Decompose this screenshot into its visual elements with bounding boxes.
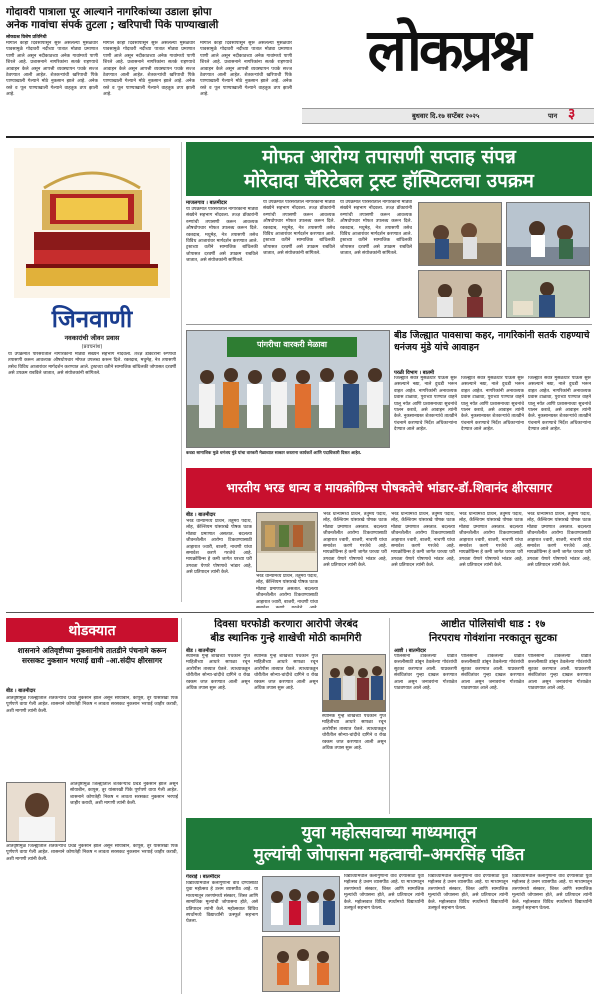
story1-col-2: या उपक्रमात परिसरातील नागरिकांनी मोठ्या संख्येने सहभाग नोंदवला. तज्ज्ञ डॉक्टरांनी रुग्णांची तपासणी करून आवश्यक औषधोपचार मोफत उपलब्ध करून दिले. रक्तदाब, मधुमेह, नेत्र तपासणी तसेच विविध आजारांवर मार्गदर्शन करण्यात आले. ट्रस्टच्या वतीने सामाजिक बांधिलकी जोपासत दरवर्षी असे उपक्रम राबविले जातात, असे संयोजकांनी सांगितले.: [263, 200, 335, 257]
story5-col-2: पोलिसांनी टाकलेल्या धाडीत कत्तलीसाठी डांबून ठेवलेल्या गोवंशांची सुटका करण्यात आली. याप्रकरणी संबंधितांवर गुन्हा दाखल करण्यात आला असून जनावरांना गोशाळेत पाठवण्यात आले आहे.: [461, 654, 524, 692]
story4-photo: [322, 654, 386, 712]
story4-rule: [389, 618, 390, 814]
story5: [394, 618, 592, 814]
story3-col-2: भरड धान्यांमध्ये प्रथिने, तंतुमय पदार्थ, लोह, कॅल्शियम यांसारखे पोषक घटक मोठ्या प्रमाणात असतात. बदलत्या जीवनशैलीत आरोग्य टिकवण्यासाठी आहारात ज्वारी, बाजरी, नाचणी यांचा: [256, 574, 318, 605]
jinvani-title: जिनवाणी: [51, 305, 133, 333]
story1-banner-line2: मोरेदादा चॅरिटेबल ट्रस्ट हॉस्पिटलचा उपक्रम: [244, 170, 534, 192]
story4-headline-1: दिवसा घरफोडी करणारा आरोपी जेरबंद: [214, 619, 358, 630]
jinvani-subtitle: नवकारांची जीवन प्रवास: [64, 334, 120, 342]
story3-body: [186, 512, 592, 608]
thodkyat-body-1: अतिवृष्टीमुळे जिल्ह्यातील शेतकऱ्यांचे प्रचंड नुकसान झाले असून सोयाबीन, कापूस, तूर यांसारखी पिके पूर्णपणे वाया गेली आहेत. शासनाने कोणतेही निकष न लावता सरसकट नुकसान भरपाई जाहीर करावी, अशी मागणी त्यांनी केली.: [6, 696, 178, 714]
jinvani-tag: (प्रवचनांश): [81, 344, 103, 350]
top-story-headline-2: अनेक गावांचा संपर्क तुटला ; खरिपाची पिके पाण्याखाली: [6, 19, 219, 31]
story1-banner-line1: मोफत आरोग्य तपासणी सप्ताह संपन्न: [262, 146, 516, 168]
story4-col-3: स्थानिक गुन्हे शाखेच्या पथकाने गुप्त माहितीच्या आधारे सापळा रचून आरोपीस ताब्यात घेतले. त्याच्याकडून चोरीतील सोन्या-चांदीचे दागिने व रोख रक्कम जप्त करण्यात आली असून अधिक तपास सुरू आहे.: [322, 714, 386, 752]
story6-col-1: विद्यार्थ्यांमधील कलागुणांना वाव देण्यासाठी युवा महोत्सव हे उत्तम व्यासपीठ आहे. या माध्यमातून तरुणांमध्ये संस्कार, शिस्त आणि सामाजिक मूल्यांची जोपासना होते, असे प्रतिपादन त्यांनी केले. महोत्सवात विविध स्पर्धांमध्ये विद्यार्थ्यांनी उत्स्फूर्त सहभाग घेतला.: [186, 881, 258, 925]
jinvani-rule: [181, 142, 182, 602]
story3-photo: [256, 512, 318, 572]
story6-banner: [186, 818, 592, 870]
story6-banner-line2: मुल्यांची जोपासना महत्वाची–अमरसिंह पंडित: [253, 845, 525, 865]
story3-banner: [186, 468, 592, 508]
masthead-date: बुधवार दि.१७ सप्टेंबर २०२५: [412, 112, 480, 120]
thodkyat-body-2: अतिवृष्टीमुळे जिल्ह्यातील शेतकऱ्यांचे प्रचंड नुकसान झाले असून सोयाबीन, कापूस, तूर यांसारखी पिके पूर्णपणे वाया गेली आहेत. शासनाने कोणतेही निकष न लावता सरसकट नुकसान भरपाई जाहीर करावी, अशी मागणी त्यांनी केली.: [70, 782, 178, 807]
story4-col-2: स्थानिक गुन्हे शाखेच्या पथकाने गुप्त माहितीच्या आधारे सापळा रचून आरोपीस ताब्यात घेतले. त्याच्याकडून चोरीतील सोन्या-चांदीचे दागिने व रोख रक्कम जप्त करण्यात आली असून अधिक तपास सुरू आहे.: [254, 654, 318, 692]
story5-headline-2: निरपराध गोवंशांना नरकातून सुटका: [428, 633, 558, 644]
story6-body: [186, 874, 592, 994]
story2-text: [394, 330, 592, 464]
story3-col-1: भरड धान्यांमध्ये प्रथिने, तंतुमय पदार्थ, लोह, कॅल्शियम यांसारखे पोषक घटक मोठ्या प्रमाणात असतात. बदलत्या जीवनशैलीत आरोग्य टिकवण्यासाठी आहारात ज्वारी, बाजरी, नाचणी यांचा समावेश करणे गरजेचे आहे. मायक्रोग्रिन्स हे कमी जागेत घरच्या घरी उगवता येणारे पोषणाचे भांडार आहे, असे प्रतिपादन त्यांनी केले.: [186, 519, 252, 576]
story2-photo-caption: कवडा सामाजिक मुळे धनंजय मुंडे यांचा वारकरी मेळाव्यात सत्कार करताना कार्यकर्ते आणि पदाधिकारी दिसत आहेत.: [186, 450, 362, 455]
story2-byline: परळी विभाग । बातमी: [394, 370, 435, 376]
thodkyat-story: [6, 646, 178, 994]
jinvani-book-image: [14, 148, 170, 298]
top-story-col-3: मागील काही दिवसांपासून सुरू असलेल्या मुसळधार पावसामुळे गोदावरी नदीच्या पात्रात मोठ्या प्रमाणात पाणी आले असून नदीकाठच्या अनेक गावांमध्ये पाणी शिरले आहे. प्रशासनाने नागरिकांना सतर्क राहण्याचे आवाहन केले असून आपत्ती व्यवस्थापन पथके सज्ज ठेवण्यात आली आहेत. शेतकऱ्यांची खरिपाची पिके पाण्याखाली गेल्याने मोठे नुकसान झाले आहे. अनेक रस्ते व पूल पाण्याखाली गेल्याने वाहतूक ठप्प झाली आहे.: [200, 41, 292, 98]
thodkyat-title: थोडक्यात: [68, 622, 116, 639]
story1-byline: माजलगाव । बातमीदार: [186, 200, 227, 206]
story1-photo-2: [506, 202, 590, 266]
jinvani-body: या उपक्रमात परिसरातील नागरिकांनी मोठ्या संख्येने सहभाग नोंदवला. तज्ज्ञ डॉक्टरांनी रुग्णांची तपासणी करून आवश्यक औषधोपचार मोफत उपलब्ध करून दिले. रक्तदाब, मधुमेह, नेत्र तपासणी तसेच विविध आजारांवर मार्गदर्शन करण्यात आले. ट्रस्टच्या वतीने सामाजिक बांधिलकी जोपासत दरवर्षी असे उपक्रम राबविले जातात, असे संयोजकांनी सांगितले.: [8, 352, 176, 377]
mid-divider: [6, 612, 594, 613]
masthead: [302, 0, 594, 134]
thodkyat-byline: बीड । बातमीदार: [6, 688, 36, 694]
story3-col-3: भरड धान्यांमध्ये प्रथिने, तंतुमय पदार्थ, लोह, कॅल्शियम यांसारखे पोषक घटक मोठ्या प्रमाणात असतात. बदलत्या जीवनशैलीत आरोग्य टिकवण्यासाठी आहारात ज्वारी, बाजरी, नाचणी यांचा समावेश करणे गरजेचे आहे. मायक्रोग्रिन्स हे कमी जागेत घरच्या घरी उगवता येणारे पोषणाचे भांडार आहे, असे प्रतिपादन त्यांनी केले.: [323, 512, 387, 569]
top-story-headline-1: गोदावरी पात्राला पूर आल्याने नागरिकांच्या उडाला झोपा: [6, 6, 212, 18]
top-story: [6, 6, 296, 134]
story1-col-3: या उपक्रमात परिसरातील नागरिकांनी मोठ्या संख्येने सहभाग नोंदवला. तज्ज्ञ डॉक्टरांनी रुग्णांची तपासणी करून आवश्यक औषधोपचार मोफत उपलब्ध करून दिले. रक्तदाब, मधुमेह, नेत्र तपासणी तसेच विविध आजारांवर मार्गदर्शन करण्यात आले. ट्रस्टच्या वतीने सामाजिक बांधिलकी जोपासत दरवर्षी असे उपक्रम राबविले जातात, असे संयोजकांनी सांगितले.: [340, 200, 412, 257]
jinvani-section: [6, 142, 178, 602]
story6-byline: गेवराई । बातमीदार: [186, 874, 221, 880]
story5-byline: आष्टी । बातमीदार: [394, 648, 426, 654]
story2-photo: [186, 330, 390, 448]
story1-photo-1: [418, 202, 502, 266]
story3-byline: बीड । बातमीदार: [186, 512, 216, 518]
top-divider: [6, 136, 594, 138]
masthead-page-label: पान: [548, 112, 558, 120]
story6-photo-2: [262, 936, 340, 992]
masthead-page-number: ३: [568, 106, 576, 122]
story1-body: [186, 200, 592, 320]
thodkyat-portrait: [6, 782, 66, 842]
story1-photo-3: [418, 270, 502, 318]
story2-col-1: जिल्ह्यात सर्वत्र मुसळधार पाऊस सुरू असल्याने नद्या, नाले दुथडी भरून वाहत आहेत. नागरिकांनी अनावश्यक प्रवास टाळावा, पुराच्या पाण्यात वाहने घालू नयेत आणि प्रशासनाच्या सूचनांचे पालन करावे, असे आवाहन त्यांनी केले. नुकसानग्रस्त शेतकऱ्यांचे तातडीने पंचनामे करण्याचे निर्देश अधिकाऱ्यांना देण्यात आले आहेत.: [394, 376, 457, 433]
story4-byline: बीड । बातमीदार: [186, 648, 216, 654]
story1-divider: [186, 324, 592, 325]
story4-headline-2: बीड स्थानिक गुन्हे शाखेची मोठी कामगिरी: [210, 633, 362, 644]
story3-banner-text: भारतीय भरड धान्य व मायक्रोग्रिन्स पोषकतेचे भांडार-डॉ.शिवानंद क्षीरसागर: [226, 480, 552, 495]
story5-col-3: पोलिसांनी टाकलेल्या धाडीत कत्तलीसाठी डांबून ठेवलेल्या गोवंशांची सुटका करण्यात आली. याप्रकरणी संबंधितांवर गुन्हा दाखल करण्यात आला असून जनावरांना गोशाळेत पाठवण्यात आले आहे.: [528, 654, 591, 692]
story6-col-3: विद्यार्थ्यांमधील कलागुणांना वाव देण्यासाठी युवा महोत्सव हे उत्तम व्यासपीठ आहे. या माध्यमातून तरुणांमध्ये संस्कार, शिस्त आणि सामाजिक मूल्यांची जोपासना होते, असे प्रतिपादन त्यांनी केले. महोत्सवात विविध स्पर्धांमध्ये विद्यार्थ्यांनी उत्स्फूर्त सहभाग घेतला.: [428, 874, 508, 912]
story1-photo-4: [506, 270, 590, 318]
story5-headline-1: आष्टीत पोलिसांची धाड : १७: [440, 619, 546, 630]
story2-headline: बीड जिल्ह्यात पावसाचा कहर, नागरिकांनी सतर्क राहण्याचे धनंजय मुंडे यांचे आवाहन: [394, 330, 590, 353]
story3-col-5: भरड धान्यांमध्ये प्रथिने, तंतुमय पदार्थ, लोह, कॅल्शियम यांसारखे पोषक घटक मोठ्या प्रमाणात असतात. बदलत्या जीवनशैलीत आरोग्य टिकवण्यासाठी आहारात ज्वारी, बाजरी, नाचणी यांचा समावेश करणे गरजेचे आहे. मायक्रोग्रिन्स हे कमी जागेत घरच्या घरी उगवता येणारे पोषणाचे भांडार आहे, असे प्रतिपादन त्यांनी केले.: [459, 512, 523, 569]
top-story-byline: लोकप्रश्न विशेष प्रतिनिधी: [6, 35, 47, 40]
story6-banner-line1: युवा महोत्सवाच्या माध्यमातून: [301, 823, 477, 843]
story1-col-1: या उपक्रमात परिसरातील नागरिकांनी मोठ्या संख्येने सहभाग नोंदवला. तज्ज्ञ डॉक्टरांनी रुग्णांची तपासणी करून आवश्यक औषधोपचार मोफत उपलब्ध करून दिले. रक्तदाब, मधुमेह, नेत्र तपासणी तसेच विविध आजारांवर मार्गदर्शन करण्यात आले. ट्रस्टच्या वतीने सामाजिक बांधिलकी जोपासत दरवर्षी असे उपक्रम राबविले जातात, असे संयोजकांनी सांगितले.: [186, 207, 258, 264]
story4-col-1: स्थानिक गुन्हे शाखेच्या पथकाने गुप्त माहितीच्या आधारे सापळा रचून आरोपीस ताब्यात घेतले. त्याच्याकडून चोरीतील सोन्या-चांदीचे दागिने व रोख रक्कम जप्त करण्यात आली असून अधिक तपास सुरू आहे.: [186, 654, 250, 692]
thodkyat-rule: [181, 618, 182, 994]
story2-photo-banner: पांगरीचा वारकरी मेळावा: [257, 340, 327, 349]
story2-col-3: जिल्ह्यात सर्वत्र मुसळधार पाऊस सुरू असल्याने नद्या, नाले दुथडी भरून वाहत आहेत. नागरिकांनी अनावश्यक प्रवास टाळावा, पुराच्या पाण्यात वाहने घालू नयेत आणि प्रशासनाच्या सूचनांचे पालन करावे, असे आवाहन त्यांनी केले. नुकसानग्रस्त शेतकऱ्यांचे तातडीने पंचनामे करण्याचे निर्देश अधिकाऱ्यांना देण्यात आले आहेत.: [528, 376, 591, 433]
top-story-col-2: मागील काही दिवसांपासून सुरू असलेल्या मुसळधार पावसामुळे गोदावरी नदीच्या पात्रात मोठ्या प्रमाणात पाणी आले असून नदीकाठच्या अनेक गावांमध्ये पाणी शिरले आहे. प्रशासनाने नागरिकांना सतर्क राहण्याचे आवाहन केले असून आपत्ती व्यवस्थापन पथके सज्ज ठेवण्यात आली आहेत. शेतकऱ्यांची खरिपाची पिके पाण्याखाली गेल्याने मोठे नुकसान झाले आहे. अनेक रस्ते व पूल पाण्याखाली गेल्याने वाहतूक ठप्प झाली आहे.: [103, 41, 195, 98]
thodkyat-body-3: अतिवृष्टीमुळे जिल्ह्यातील शेतकऱ्यांचे प्रचंड नुकसान झाले असून सोयाबीन, कापूस, तूर यांसारखी पिके पूर्णपणे वाया गेली आहेत. शासनाने कोणतेही निकष न लावता सरसकट नुकसान भरपाई जाहीर करावी, अशी मागणी त्यांनी केली.: [6, 844, 178, 862]
story3-col-6: भरड धान्यांमध्ये प्रथिने, तंतुमय पदार्थ, लोह, कॅल्शियम यांसारखे पोषक घटक मोठ्या प्रमाणात असतात. बदलत्या जीवनशैलीत आरोग्य टिकवण्यासाठी आहारात ज्वारी, बाजरी, नाचणी यांचा समावेश करणे गरजेचे आहे. मायक्रोग्रिन्स हे कमी जागेत घरच्या घरी उगवता येणारे पोषणाचे भांडार आहे, असे प्रतिपादन त्यांनी केले.: [527, 512, 591, 569]
story4: [186, 618, 386, 814]
story6-photo-1: [262, 876, 340, 932]
thodkyat-banner: [6, 618, 178, 642]
story2-col-2: जिल्ह्यात सर्वत्र मुसळधार पाऊस सुरू असल्याने नद्या, नाले दुथडी भरून वाहत आहेत. नागरिकांनी अनावश्यक प्रवास टाळावा, पुराच्या पाण्यात वाहने घालू नयेत आणि प्रशासनाच्या सूचनांचे पालन करावे, असे आवाहन त्यांनी केले. नुकसानग्रस्त शेतकऱ्यांचे तातडीने पंचनामे करण्याचे निर्देश अधिकाऱ्यांना देण्यात आले आहेत.: [461, 376, 524, 433]
top-story-col-1: मागील काही दिवसांपासून सुरू असलेल्या मुसळधार पावसामुळे गोदावरी नदीच्या पात्रात मोठ्या प्रमाणात पाणी आले असून नदीकाठच्या अनेक गावांमध्ये पाणी शिरले आहे. प्रशासनाने नागरिकांना सतर्क राहण्याचे आवाहन केले असून आपत्ती व्यवस्थापन पथके सज्ज ठेवण्यात आली आहेत. शेतकऱ्यांची खरिपाची पिके पाण्याखाली गेल्याने मोठे नुकसान झाले आहे. अनेक रस्ते व पूल पाण्याखाली गेल्याने वाहतूक ठप्प झाली आहे.: [6, 41, 98, 98]
story3-col-4: भरड धान्यांमध्ये प्रथिने, तंतुमय पदार्थ, लोह, कॅल्शियम यांसारखे पोषक घटक मोठ्या प्रमाणात असतात. बदलत्या जीवनशैलीत आरोग्य टिकवण्यासाठी आहारात ज्वारी, बाजरी, नाचणी यांचा समावेश करणे गरजेचे आहे. मायक्रोग्रिन्स हे कमी जागेत घरच्या घरी उगवता येणारे पोषणाचे भांडार आहे, असे प्रतिपादन त्यांनी केले.: [391, 512, 455, 569]
story6-col-4: विद्यार्थ्यांमधील कलागुणांना वाव देण्यासाठी युवा महोत्सव हे उत्तम व्यासपीठ आहे. या माध्यमातून तरुणांमध्ये संस्कार, शिस्त आणि सामाजिक मूल्यांची जोपासना होते, असे प्रतिपादन त्यांनी केले. महोत्सवात विविध स्पर्धांमध्ये विद्यार्थ्यांनी उत्स्फूर्त सहभाग घेतला.: [512, 874, 592, 912]
story1-banner: [186, 142, 592, 196]
thodkyat-headline: शासनाने अतिवृष्टीच्या नुकसानीचे तातडीने पंचनामे करून सरसकट नुकसान भरपाई द्यावी –आ.संदीप क्षीरसागर: [17, 646, 167, 665]
story6-col-2: विद्यार्थ्यांमधील कलागुणांना वाव देण्यासाठी युवा महोत्सव हे उत्तम व्यासपीठ आहे. या माध्यमातून तरुणांमध्ये संस्कार, शिस्त आणि सामाजिक मूल्यांची जोपासना होते, असे प्रतिपादन त्यांनी केले. महोत्सवात विविध स्पर्धांमध्ये विद्यार्थ्यांनी उत्स्फूर्त सहभाग घेतला.: [344, 874, 424, 912]
masthead-title: लोकप्रश्न: [367, 16, 529, 84]
story5-col-1: पोलिसांनी टाकलेल्या धाडीत कत्तलीसाठी डांबून ठेवलेल्या गोवंशांची सुटका करण्यात आली. याप्रकरणी संबंधितांवर गुन्हा दाखल करण्यात आला असून जनावरांना गोशाळेत पाठवण्यात आले आहे.: [394, 654, 457, 692]
